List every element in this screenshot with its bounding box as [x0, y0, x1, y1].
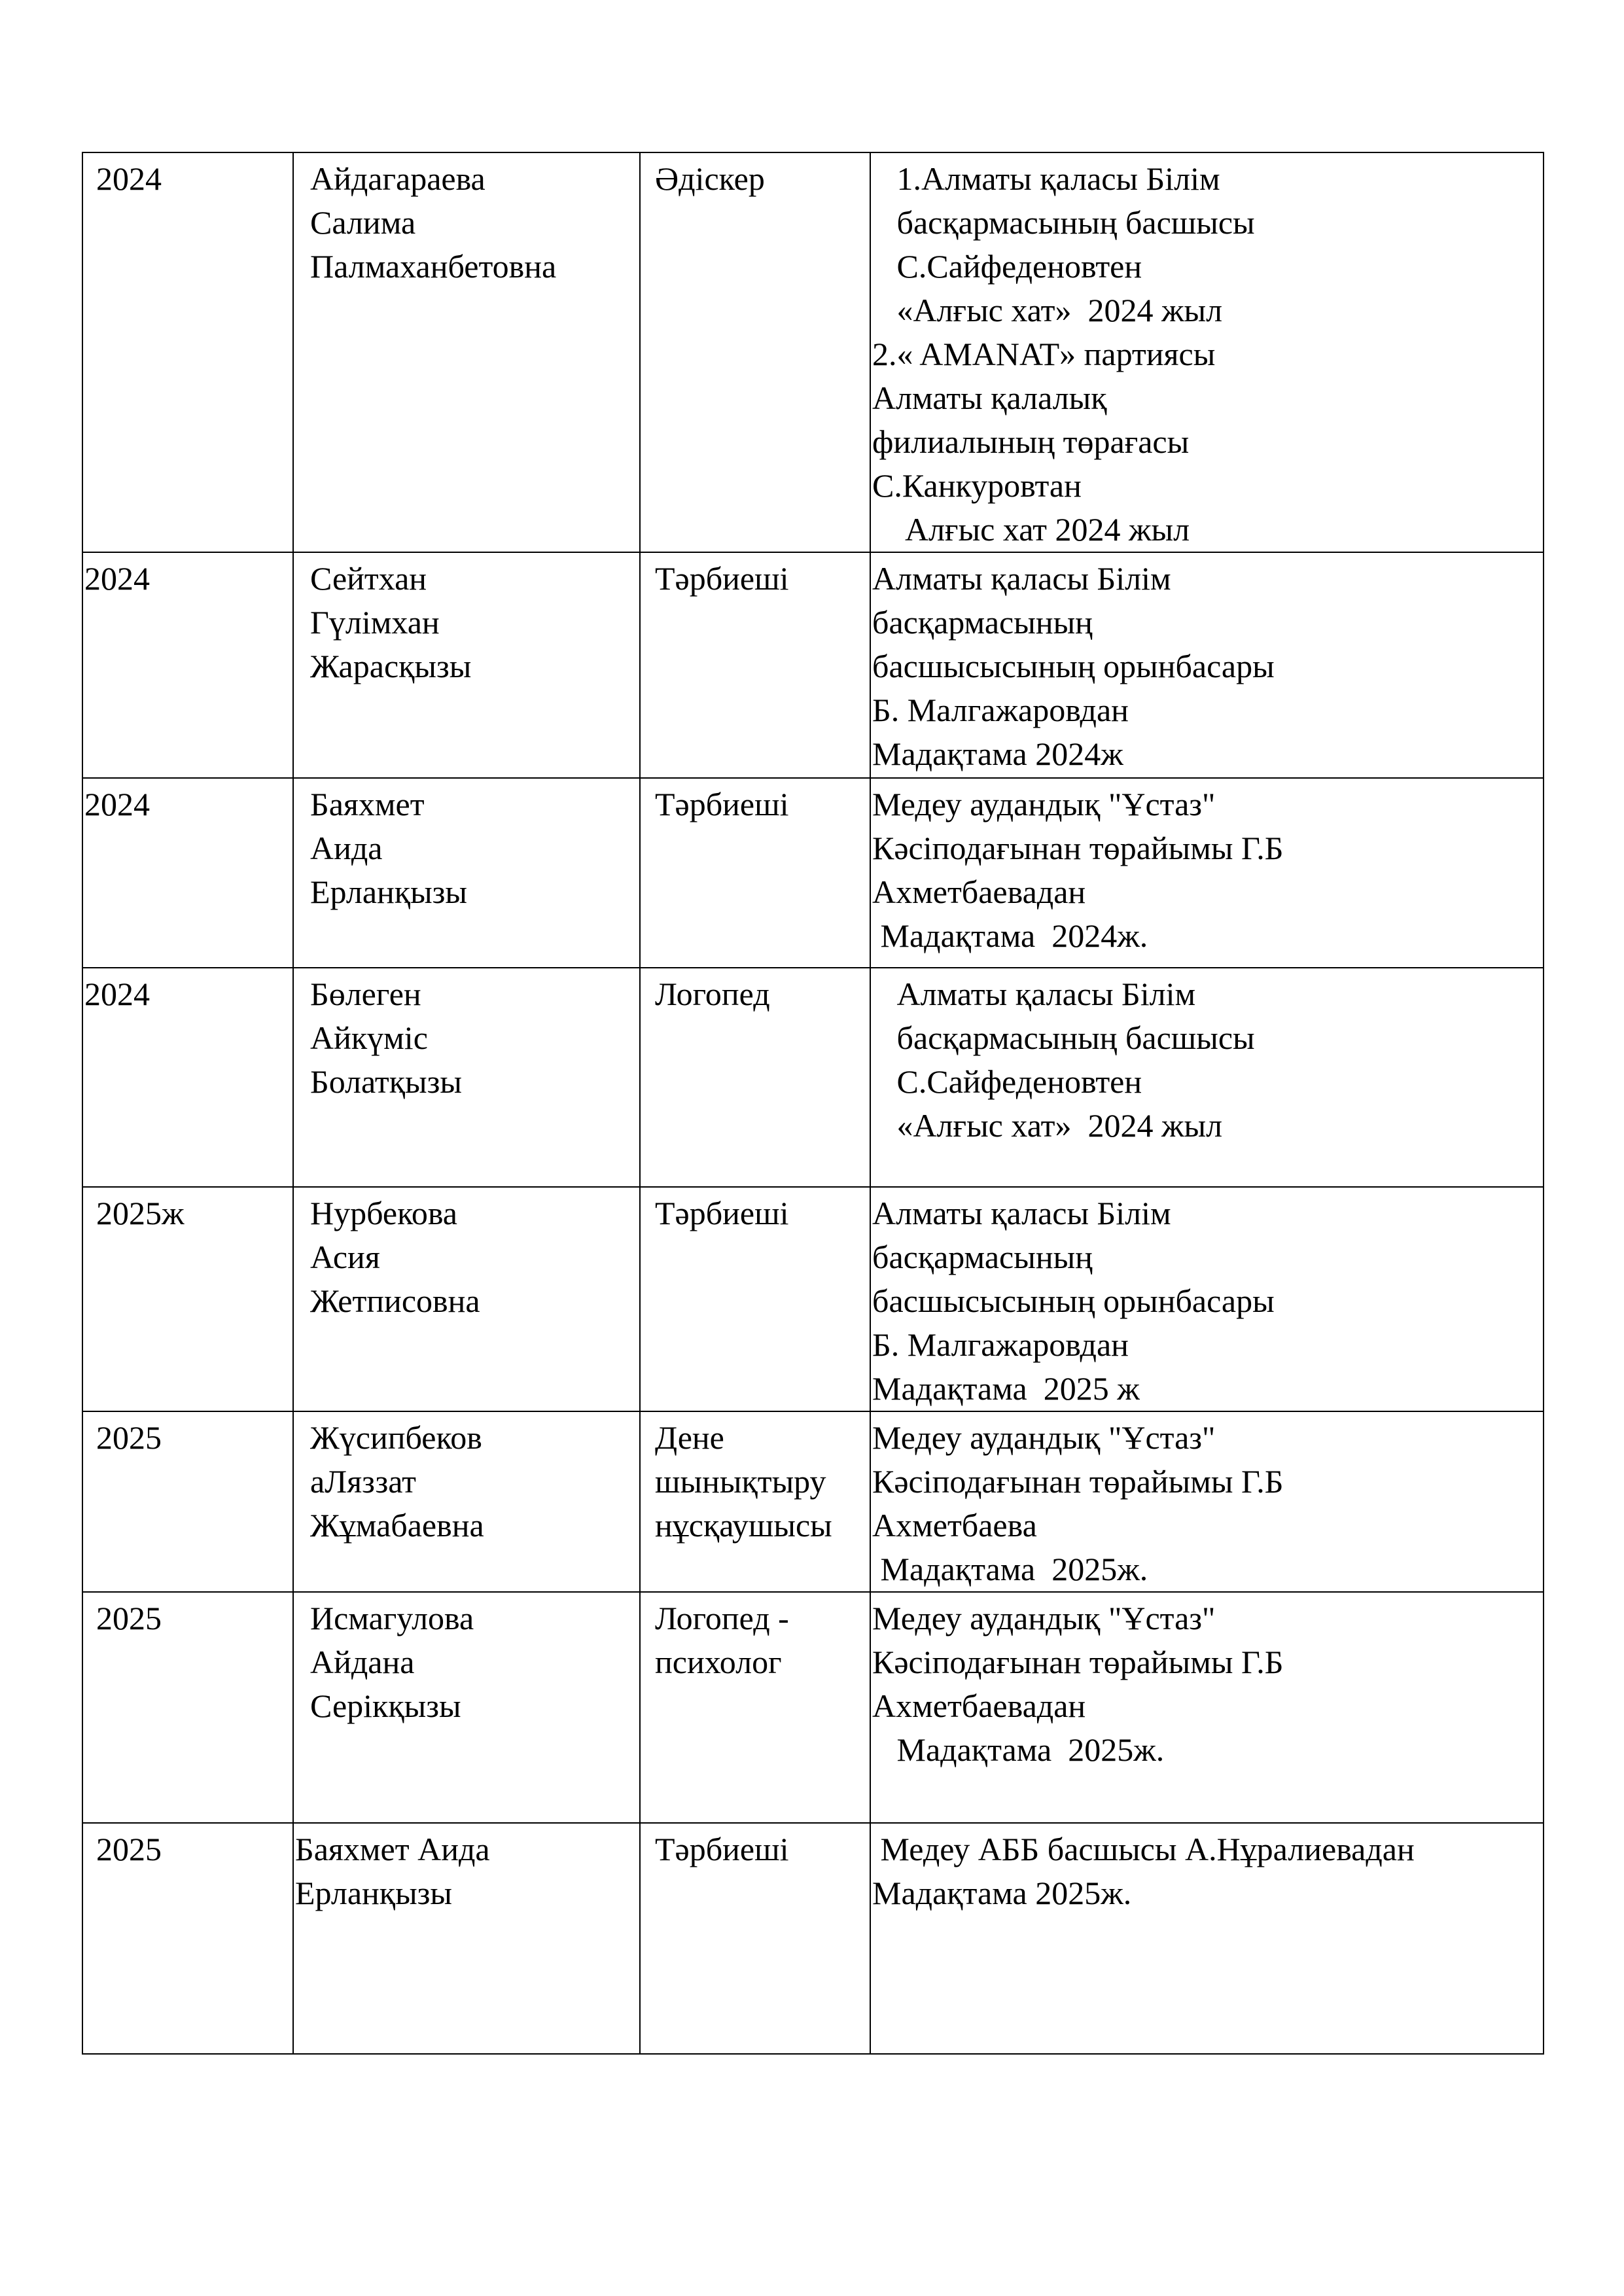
award-year: 2025 [96, 1600, 162, 1636]
award-year: 2025 [96, 1831, 162, 1867]
award-text-line: басшысысының орынбасары [872, 648, 1275, 684]
role-cell [640, 1823, 870, 2054]
awards-table [82, 152, 1544, 2055]
award-text-line: Кәсіподағынан төрайымы Г.Б [872, 1644, 1284, 1680]
name-cell [293, 778, 640, 968]
person-name-line: Айкүміс [310, 1019, 428, 1056]
award-text-line: Медеу аудандық "Ұстаз" [872, 1419, 1216, 1456]
table-row [82, 778, 1544, 968]
role-cell [640, 552, 870, 778]
award-text-line: Б. Малгажаровдан [872, 1326, 1129, 1363]
award-text-line: Ахметбаева [872, 1507, 1037, 1544]
award-year: 2024 [84, 786, 150, 822]
award-text-line: Медеу аудандық "Ұстаз" [872, 1600, 1216, 1636]
position-line: Логопед - [655, 1600, 789, 1636]
person-name-line: Айдагараева [310, 160, 485, 197]
award-text-line: басқармасының [872, 1239, 1093, 1275]
name-cell [293, 1187, 640, 1411]
award-text-line: Мадақтама 2025ж. [872, 1875, 1132, 1911]
table-row [82, 1411, 1544, 1592]
award-text-line: «Алғыс хат» 2024 жыл [872, 292, 1223, 328]
award-text-line: Мадақтама 2025ж. [872, 1551, 1148, 1587]
award-text-line: Медеу аудандық "Ұстаз" [872, 786, 1216, 822]
role-cell [640, 152, 870, 552]
person-name-line: Нурбекова [310, 1195, 457, 1231]
position-line: нұсқаушысы [655, 1507, 832, 1544]
position-line: Тәрбиеші [655, 560, 789, 597]
position-line: Әдіскер [655, 160, 765, 197]
person-name-line: Сейтхан [310, 560, 427, 597]
award-cell [870, 1823, 1544, 2054]
award-text-line: 2.« AMANAT» партиясы [872, 336, 1216, 372]
year-cell [82, 152, 293, 552]
award-text-line: Мадақтама 2024ж [872, 735, 1123, 772]
award-text-line: Ахметбаевадан [872, 1687, 1086, 1724]
award-text-line: басқармасының басшысы [872, 204, 1255, 241]
table-row [82, 968, 1544, 1187]
award-text-line: басқармасының басшысы [872, 1019, 1255, 1056]
award-text-line: Алматы қаласы Білім [872, 976, 1196, 1012]
name-cell [293, 968, 640, 1187]
award-cell [870, 778, 1544, 968]
year-cell [82, 1187, 293, 1411]
award-text-line: Алматы қалалық [872, 380, 1107, 416]
year-cell [82, 778, 293, 968]
person-name-line: Бөлеген [310, 976, 421, 1012]
award-text-line: 1.Алматы қаласы Білім [872, 160, 1220, 197]
person-name-line: Жүсипбеков [310, 1419, 482, 1456]
name-cell [293, 152, 640, 552]
role-cell [640, 1187, 870, 1411]
person-name-line: Аида [310, 830, 383, 866]
name-cell [293, 552, 640, 778]
position-line: Тәрбиеші [655, 786, 789, 822]
award-text-line: Медеу АББ басшысы А.Нұралиевадан [872, 1831, 1415, 1867]
person-name-line: Асия [310, 1239, 380, 1275]
person-name-line: Палмаханбетовна [310, 248, 557, 285]
position-line: Тәрбиеші [655, 1831, 789, 1867]
table-row [82, 152, 1544, 552]
award-text-line: Кәсіподағынан төрайымы Г.Б [872, 830, 1284, 866]
award-text-line: Мадақтама 2025 ж [872, 1370, 1140, 1407]
award-cell [870, 968, 1544, 1187]
role-cell [640, 968, 870, 1187]
award-cell [870, 552, 1544, 778]
award-cell [870, 1592, 1544, 1823]
award-year: 2025ж [96, 1195, 185, 1231]
award-text-line: Мадақтама 2025ж. [872, 1731, 1165, 1768]
role-cell [640, 778, 870, 968]
award-text-line: басқармасының [872, 604, 1093, 641]
position-line: шынықтыру [655, 1463, 826, 1500]
award-year: 2024 [96, 160, 162, 197]
year-cell [82, 1411, 293, 1592]
role-cell [640, 1592, 870, 1823]
name-cell [293, 1823, 640, 2054]
award-year: 2025 [96, 1419, 162, 1456]
person-name-line: Болатқызы [310, 1063, 462, 1100]
award-text-line: Алғыс хат 2024 жыл [872, 511, 1190, 548]
person-name-line: Жұмабаевна [310, 1507, 484, 1544]
table-row [82, 1187, 1544, 1411]
role-cell [640, 1411, 870, 1592]
table-row [82, 1823, 1544, 2054]
person-name-line: Салима [310, 204, 416, 241]
awards-table-body [82, 152, 1544, 2054]
position-line: Дене [655, 1419, 724, 1456]
award-text-line: Ахметбаевадан [872, 874, 1086, 910]
person-name-line: аЛяззат [310, 1463, 416, 1500]
award-cell [870, 1187, 1544, 1411]
award-text-line: басшысысының орынбасары [872, 1282, 1275, 1319]
person-name-line: Баяхмет Аида [295, 1831, 490, 1867]
person-name-line: Исмагулова [310, 1600, 474, 1636]
award-text-line: Кәсіподағынан төрайымы Г.Б [872, 1463, 1284, 1500]
year-cell [82, 1823, 293, 2054]
position-line: Тәрбиеші [655, 1195, 789, 1231]
person-name-line: Баяхмет [310, 786, 425, 822]
year-cell [82, 968, 293, 1187]
award-text-line: Алматы қаласы Білім [872, 1195, 1171, 1231]
year-cell [82, 552, 293, 778]
award-text-line: С.Сайфеденовтен [872, 1063, 1142, 1100]
award-year: 2024 [84, 560, 150, 597]
award-text-line: филиалының төрағасы [872, 423, 1190, 460]
person-name-line: Жетписовна [310, 1282, 480, 1319]
award-text-line: Алматы қаласы Білім [872, 560, 1171, 597]
table-row [82, 1592, 1544, 1823]
name-cell [293, 1592, 640, 1823]
award-text-line: Б. Малгажаровдан [872, 692, 1129, 728]
award-text-line: «Алғыс хат» 2024 жыл [872, 1107, 1223, 1144]
award-text-line: С.Канкуровтан [872, 467, 1082, 504]
person-name-line: Гүлімхан [310, 604, 440, 641]
award-cell [870, 1411, 1544, 1592]
award-year: 2024 [84, 976, 150, 1012]
position-line: Логопед [655, 976, 770, 1012]
table-row [82, 552, 1544, 778]
person-name-line: Жарасқызы [310, 648, 472, 684]
person-name-line: Айдана [310, 1644, 415, 1680]
person-name-line: Серікқызы [310, 1687, 461, 1724]
award-text-line: Мадақтама 2024ж. [872, 917, 1148, 954]
position-line: психолог [655, 1644, 782, 1680]
person-name-line: Ерланқызы [310, 874, 468, 910]
name-cell [293, 1411, 640, 1592]
year-cell [82, 1592, 293, 1823]
award-cell [870, 152, 1544, 552]
award-text-line: С.Сайфеденовтен [872, 248, 1142, 285]
person-name-line: Ерланқызы [295, 1875, 453, 1911]
